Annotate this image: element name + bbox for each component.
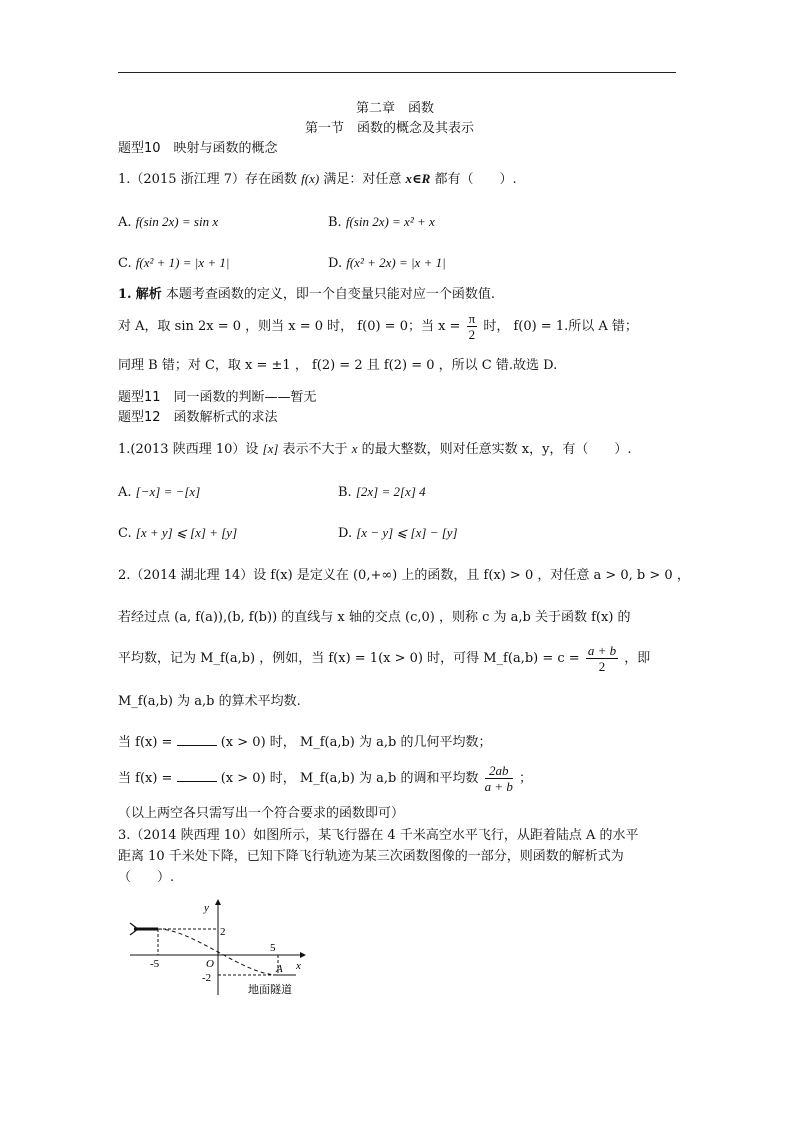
q2-bracket-x: [x] [262, 441, 279, 456]
section-title: 第一节 函数的概念及其表示 [305, 121, 475, 136]
tick-label-neg2: -2 [202, 972, 212, 984]
answer-blank-1[interactable] [177, 733, 217, 746]
q4-line-3: （ ）. [118, 870, 175, 885]
q2-option-b [338, 484, 426, 501]
q1-fx: f(x) [301, 171, 320, 186]
q2-x: x [351, 441, 358, 456]
q1-option-a [118, 214, 218, 231]
q1-option-d-label: D. [328, 256, 343, 271]
q3-text-6b: (x > 0) 时， M_f(a,b) 为 a,b 的调和平均数 [220, 771, 479, 786]
q1-tail: 都有（ ）. [434, 172, 517, 187]
y-axis-arrow [215, 899, 221, 905]
q1-option-a-label: A. [118, 215, 132, 230]
q1-option-b-text: f(sin 2x) = x² + x [345, 214, 435, 229]
solution-number: 1. [118, 287, 132, 302]
answer-blank-2[interactable] [177, 769, 217, 782]
x-axis-label: x [296, 960, 301, 972]
q2-option-b-label: B. [338, 485, 352, 500]
flight-path-figure [118, 895, 318, 1000]
q1-option-c [118, 255, 229, 272]
q2-option-d-text: [x − y] ⩽ [x] − [y] [356, 525, 458, 540]
q3-line-5 [118, 733, 491, 751]
harmonic-mean-fraction [485, 763, 513, 794]
q3-note: （以上两空各只需写出一个符合要求的函数即可） [118, 806, 405, 821]
a-plus-b-over-2-fraction [586, 643, 618, 674]
q2-option-c [118, 525, 237, 542]
q1-option-a-text: f(sin 2x) = sin x [135, 214, 219, 229]
tick-label-2: 2 [220, 926, 226, 938]
solution-text-2a: 对 A，取 sin 2x = 0 ，则当 x = 0 时， f(0) = 0；当 x = [118, 319, 461, 334]
q2-option-c-text: [x + y] ⩽ [x] + [y] [135, 525, 238, 540]
q4-line-2: 距离 10 千米处下降，已知下降飞行轨迹为某三次函数图像的一部分，则函数的解析式为 [118, 849, 624, 864]
figure-caption: 地面隧道 [248, 983, 292, 996]
solution-line-2 [118, 310, 638, 344]
solution-text-2b: 时， f(0) = 1.所以 A 错； [483, 319, 638, 334]
solution-line-3: 同理 B 错；对 C，取 x = ±1 ， f(2) = 2 且 f(2) = 0 ，所以 C 错.故选 D. [118, 358, 558, 373]
q1-option-d-text: f(x² + 2x) = |x + 1| [346, 255, 446, 270]
q2-option-b-text: [2x] = 2[x] 4 [355, 484, 426, 499]
chapter-title: 第二章 函数 [356, 101, 435, 116]
tick-label-5: 5 [270, 942, 276, 954]
q2-option-c-label: C. [118, 526, 132, 541]
q2-option-d-label: D. [338, 526, 353, 541]
type10-heading: 题型10 映射与函数的概念 [118, 141, 278, 156]
q3-text-6c: ； [519, 771, 533, 786]
y-axis-label: y [204, 902, 209, 914]
q1-option-b-label: B. [328, 215, 342, 230]
q2-mid: 表示不大于 [282, 442, 348, 457]
point-a-label: A [276, 963, 283, 975]
fraction-denominator: 2 [598, 659, 606, 674]
q3-line-4: M_f(a,b) 为 a,b 的算术平均数. [118, 694, 301, 709]
q1-head: 1.（2015 浙江理 7）存在函数 [118, 172, 298, 187]
type12-heading: 题型12 函数解析式的求法 [118, 410, 278, 425]
fraction-denominator: 2 [468, 327, 476, 342]
x-axis-arrow [300, 952, 306, 958]
origin-label: O [206, 958, 214, 970]
q1-stem [118, 171, 517, 188]
q3-text-6a: 当 f(x) = [118, 771, 173, 786]
q1-option-d [328, 255, 446, 272]
q3-line-1: 2.（2014 湖北理 14）设 f(x) 是定义在 (0,+∞) 上的函数，且 f(x) > 0 ，对任意 a > 0, b > 0 ， [118, 568, 690, 583]
q3-text-5a: 当 f(x) = [118, 735, 173, 750]
q2-option-a-text: [−x] = −[x] [135, 484, 201, 499]
fraction-numerator: π [468, 311, 476, 326]
fraction-denominator: a + b [484, 779, 513, 794]
q3-line-3 [118, 642, 650, 676]
q1-option-c-text: f(x² + 1) = |x + 1| [135, 255, 230, 270]
q2-option-d [338, 525, 458, 542]
q1-mid: 满足：对任意 [323, 172, 402, 187]
q3-text-3b: ，即 [624, 651, 651, 666]
q2-option-a-label: A. [118, 485, 132, 500]
q2-option-a [118, 484, 200, 501]
q4-line-1: 3.（2014 陕西理 10）如图所示，某飞行器在 4 千米高空水平飞行，从距着陆点 A 的水平 [118, 828, 639, 843]
fraction-numerator: a + b [587, 643, 617, 658]
tick-label-neg5: -5 [150, 958, 160, 970]
q2-head: 1.(2013 陕西理 10）设 [118, 442, 259, 457]
fraction-numerator: 2ab [485, 763, 513, 779]
q3-text-5b: (x > 0) 时， M_f(a,b) 为 a,b 的几何平均数； [220, 735, 492, 750]
header-rule [118, 72, 676, 73]
q1-cond: x∈R [405, 171, 431, 186]
q3-line-2: 若经过点 (a, f(a)),(b, f(b)) 的直线与 x 轴的交点 (c,0) ，则称 c 为 a,b 关于函数 f(x) 的 [118, 610, 631, 625]
q3-text-3a: 平均数，记为 M_f(a,b) ，例如，当 f(x) = 1(x > 0) 时，可得 M_f(a,b) = c = [118, 651, 580, 666]
solution-label: 解析 [135, 287, 162, 302]
q1-option-b [328, 214, 435, 231]
pi-over-2-fraction [467, 311, 478, 342]
q2-stem [118, 441, 632, 458]
q3-line-6 [118, 762, 532, 796]
solution-line-1 [118, 287, 495, 303]
q2-tail: 的最大整数，则对任意实数 x，y，有（ ）. [361, 442, 632, 457]
type11-heading: 题型11 同一函数的判断——暂无 [118, 390, 317, 405]
solution-text-1: 本题考查函数的定义，即一个自变量只能对应一个函数值. [165, 287, 496, 302]
q1-option-c-label: C. [118, 256, 132, 271]
